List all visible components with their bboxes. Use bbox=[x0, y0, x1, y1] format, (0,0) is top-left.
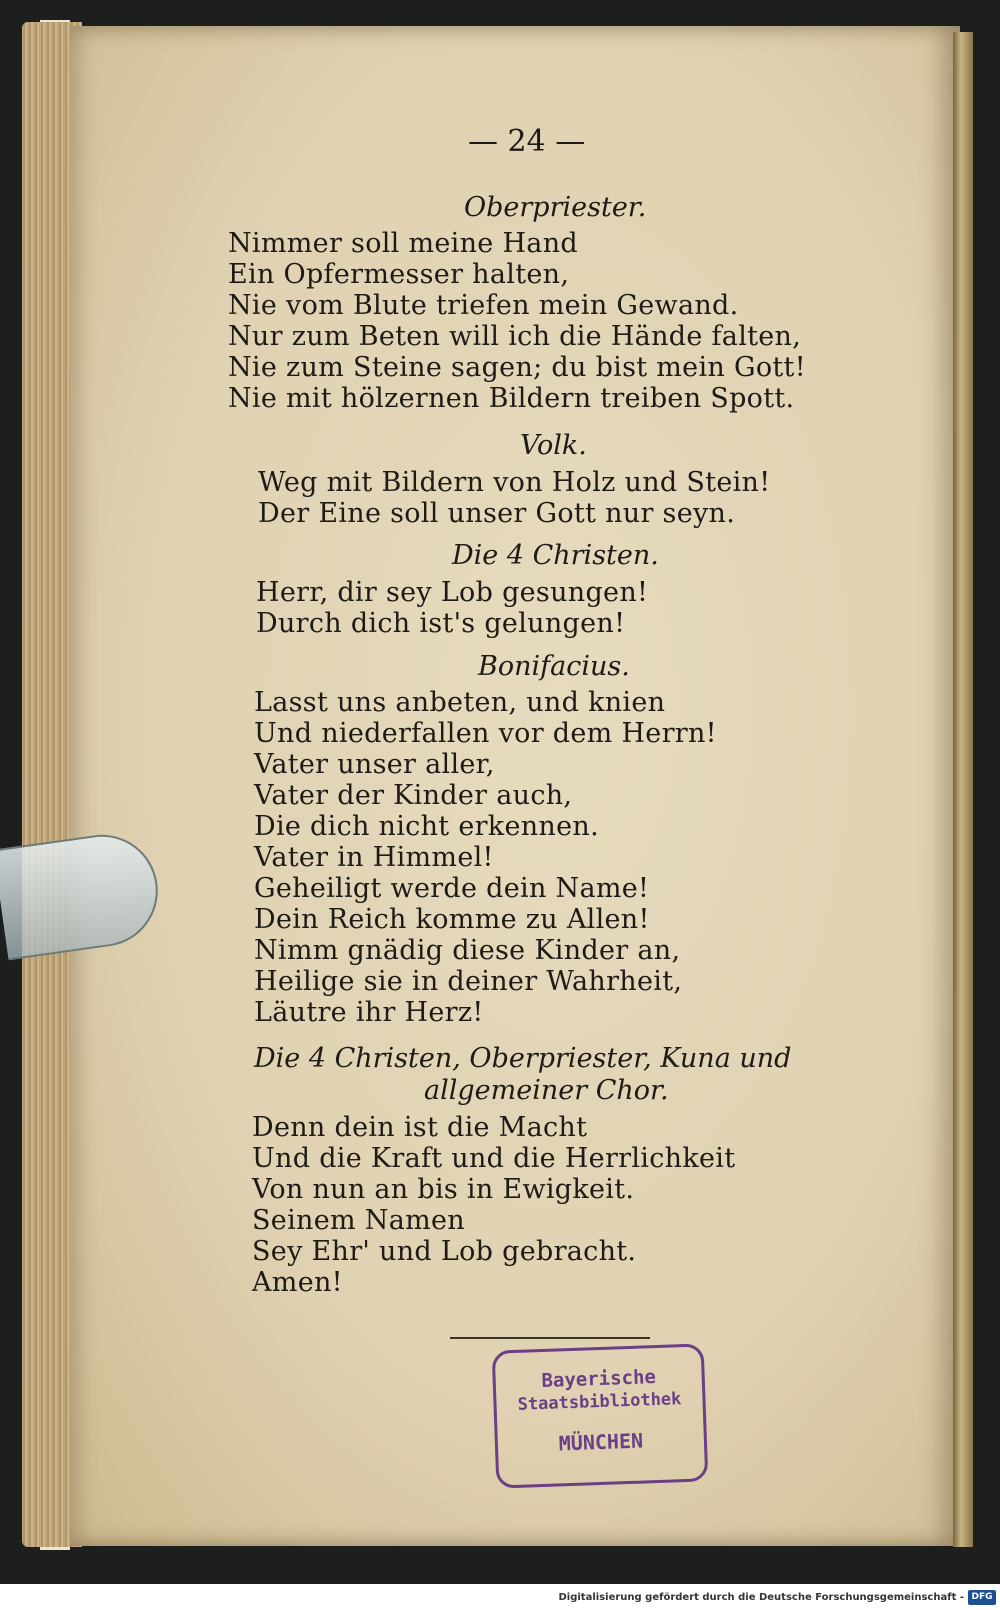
verse-line: Seinem Namen bbox=[252, 1205, 465, 1236]
speaker-heading: Bonifacius. bbox=[478, 651, 630, 682]
verse-line: Heilige sie in deiner Wahrheit, bbox=[254, 966, 683, 997]
verse-line: Vater unser aller, bbox=[254, 749, 495, 780]
verse-line: Ein Opfermesser halten, bbox=[228, 259, 570, 290]
verse-line: Und die Kraft und die Herrlichkeit bbox=[252, 1143, 736, 1174]
verse-line: Amen! bbox=[252, 1267, 343, 1298]
verse-line: Geheiligt werde dein Name! bbox=[254, 873, 650, 904]
verse-line: Sey Ehr' und Lob gebracht. bbox=[252, 1236, 637, 1267]
verse-line: Und niederfallen vor dem Herrn! bbox=[254, 718, 717, 749]
speaker-heading: Die 4 Christen, Oberpriester, Kuna und bbox=[254, 1043, 792, 1074]
stamp-line-3: MÜNCHEN bbox=[558, 1428, 644, 1456]
speaker-heading-continued: allgemeiner Chor. bbox=[424, 1075, 669, 1106]
verse-line: Nie zum Steine sagen; du bist mein Gott! bbox=[228, 352, 806, 383]
library-stamp bbox=[492, 1343, 709, 1488]
speaker-heading: Volk. bbox=[520, 430, 587, 461]
end-rule bbox=[450, 1337, 650, 1339]
verse-line: Vater der Kinder auch, bbox=[254, 780, 573, 811]
verse-line: Nur zum Beten will ich die Hände falten, bbox=[228, 321, 802, 352]
verse-line: Vater in Himmel! bbox=[254, 842, 494, 873]
verse-line: Nimm gnädig diese Kinder an, bbox=[254, 935, 681, 966]
verse-line: Lasst uns anbeten, und knien bbox=[254, 687, 666, 718]
verse-line: Nie vom Blute triefen mein Gewand. bbox=[228, 290, 739, 321]
verse-line: Der Eine soll unser Gott nur seyn. bbox=[258, 498, 736, 529]
speaker-heading: Die 4 Christen. bbox=[452, 540, 659, 571]
verse-line: Nie mit hölzernen Bildern treiben Spott. bbox=[228, 383, 795, 414]
verse-line: Denn dein ist die Macht bbox=[252, 1112, 588, 1143]
verse-line: Die dich nicht erkennen. bbox=[254, 811, 599, 842]
stamp-line-2: Staatsbibliothek bbox=[517, 1389, 682, 1415]
stamp-line-1: Bayerische bbox=[541, 1366, 657, 1393]
dfg-logo: DFG bbox=[968, 1590, 996, 1605]
verse-line: Nimmer soll meine Hand bbox=[228, 228, 578, 259]
page-number: — 24 — bbox=[468, 124, 586, 159]
verse-line: Durch dich ist's gelungen! bbox=[256, 608, 626, 639]
verse-line: Von nun an bis in Ewigkeit. bbox=[252, 1174, 635, 1205]
verse-line: Dein Reich komme zu Allen! bbox=[254, 904, 650, 935]
verse-line: Weg mit Bildern von Holz und Stein! bbox=[258, 467, 771, 498]
footer-credit: Digitalisierung gefördert durch die Deutsche Forschungsgemeinschaft - bbox=[558, 1592, 964, 1603]
verse-line: Läutre ihr Herz! bbox=[254, 997, 484, 1028]
speaker-heading: Oberpriester. bbox=[464, 192, 647, 223]
verse-line: Herr, dir sey Lob gesungen! bbox=[256, 577, 649, 608]
